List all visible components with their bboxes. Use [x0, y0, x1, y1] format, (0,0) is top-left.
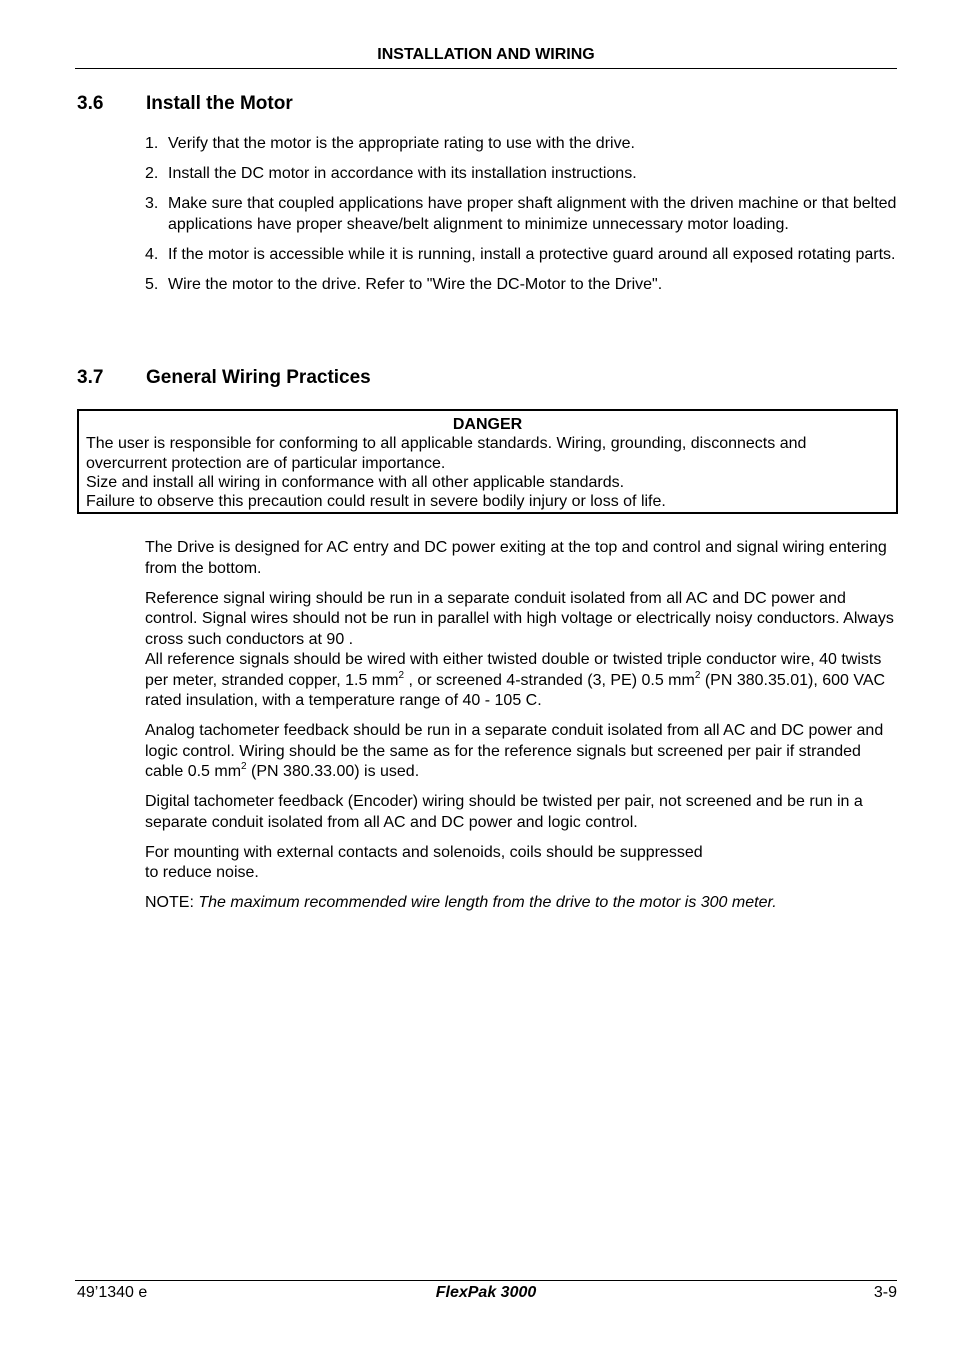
list-item [145, 194, 897, 235]
list-item-number: 2. [145, 165, 159, 182]
paragraph: Digital tachometer feedback (Encoder) wiring should be twisted per pair, not screened and be run in a separate conduit isolated from all AC and DC power and logic control. [145, 793, 863, 831]
header-divider [75, 68, 897, 69]
section-title: General Wiring Practices [146, 367, 371, 388]
danger-text-line: Failure to observe this precaution could result in severe bodily injury or loss of life. [86, 493, 666, 511]
paragraph-text: to reduce noise. [145, 864, 259, 881]
note-label: NOTE: [145, 894, 199, 911]
list-item [145, 164, 897, 185]
paragraph [145, 721, 897, 783]
danger-text-line: Size and install all wiring in conformance with all other applicable standards. [86, 473, 625, 491]
paragraph: The Drive is designed for AC entry and DC power exiting at the top and control and signal wiring entering from the bottom. [145, 539, 887, 577]
list-item-text: If the motor is accessible while it is running, install a protective guard around all exposed rotating parts. [168, 245, 896, 263]
list-item [145, 275, 897, 296]
note-paragraph [145, 893, 897, 914]
section-number: 3.7 [77, 367, 104, 388]
paragraph-text: Analog tachometer feedback should be run in a separate conduit isolated from all AC and DC power and logic control. Wiring should be the same as for the reference signals but screened per pair if stranded cable 0.5 mm [145, 722, 884, 780]
paragraph [145, 843, 897, 884]
paragraph-text: Reference signal wiring should be run in a separate conduit isolated from all AC and DC power and control. Signal wires should not be run in parallel with high voltage or electrically noisy conductors. Always cross such conductors at 90 . [145, 589, 894, 648]
list-item-text: Verify that the motor is the appropriate rating to use with the drive. [168, 135, 635, 152]
list-item-text: Wire the motor to the drive. Refer to "Wire the DC-Motor to the Drive". [168, 275, 663, 293]
paragraph-text: (PN 380.35.01), 600 VAC rated insulation, with a temperature range of 40 - 105 C. [145, 671, 886, 709]
list-item [145, 134, 897, 155]
paragraph-text: (PN 380.33.00) is used. [246, 763, 420, 780]
list-item-text: Install the DC motor in accordance with its installation instructions. [168, 165, 637, 182]
footer-page-number: 3-9 [873, 1284, 897, 1301]
list-item-number: 4. [145, 245, 159, 263]
list-item-number: 3. [145, 195, 159, 212]
danger-text-line: The user is responsible for conforming to all applicable standards. Wiring, grounding, disconnects and overcurrent protection are of particular importance. [86, 435, 807, 472]
section-number: 3.6 [77, 93, 104, 114]
danger-title: DANGER [452, 416, 523, 433]
footer-document-number: 49’1340 e [77, 1284, 148, 1301]
install-steps-list [145, 134, 897, 305]
page-header-title: INSTALLATION AND WIRING [377, 46, 595, 63]
list-item [145, 245, 897, 266]
paragraph-text: All reference signals should be wired with either twisted double or twisted triple conductor wire, 40 twists per meter, stranded copper, 1.5 mm [145, 651, 882, 689]
wiring-practices-body [145, 538, 897, 923]
list-item-text: Make sure that coupled applications have proper shaft alignment with the driven machine or that belted applications have proper sheave/belt alignment to minimize unnecessary motor loading. [168, 195, 897, 233]
superscript: 2 [694, 669, 701, 681]
danger-notice-box [77, 409, 898, 514]
footer-product-name: FlexPak 3000 [435, 1284, 537, 1301]
superscript: 2 [241, 761, 247, 772]
paragraph-text: , or screened 4-stranded (3, PE) 0.5 mm [404, 671, 695, 689]
note-text: The maximum recommended wire length from the drive to the motor is 300 meter. [198, 894, 777, 911]
list-item-number: 1. [145, 135, 159, 152]
paragraph-text: For mounting with external contacts and solenoids, coils should be suppressed [145, 843, 703, 861]
list-item-number: 5. [145, 275, 159, 293]
paragraph [145, 589, 897, 712]
footer-divider [75, 1280, 897, 1281]
superscript: 2 [398, 669, 405, 681]
section-title: Install the Motor [146, 93, 293, 114]
